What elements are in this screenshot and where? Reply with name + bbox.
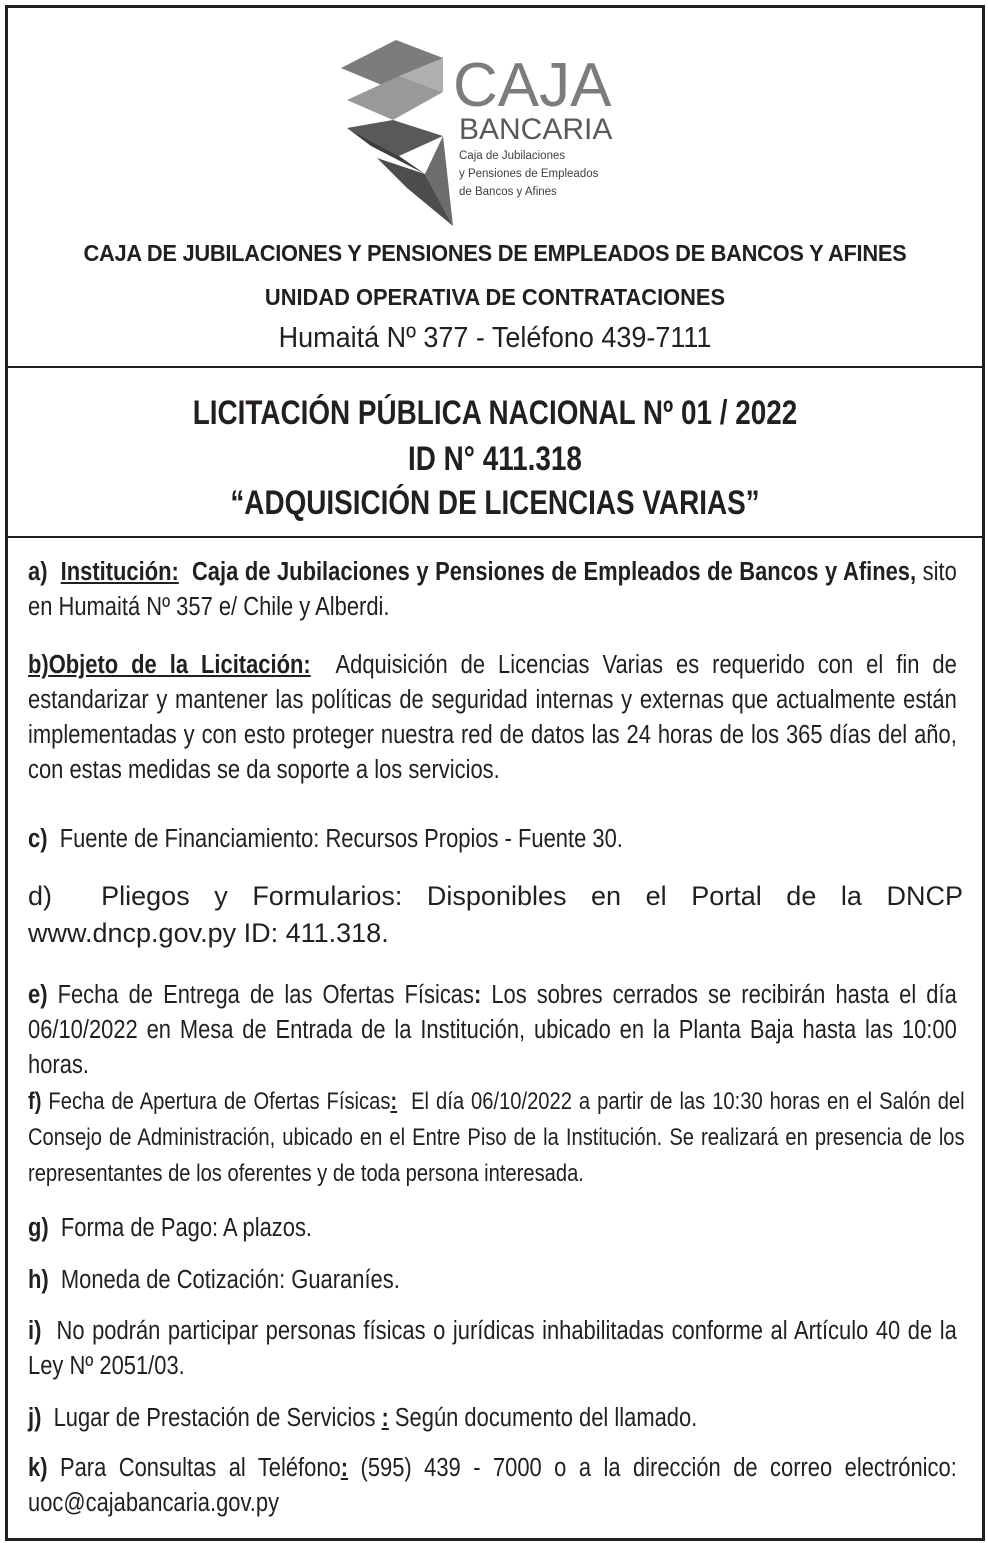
tender-title: LICITACIÓN PÚBLICA NACIONAL Nº 01 / 2022 — [192, 394, 798, 432]
tender-id: ID N° 411.318 — [408, 440, 582, 478]
item-k-text: (595) 439 - 7000 o a la dirección de correo electrónico: uoc@cajabancaria.gov.py — [28, 1454, 957, 1517]
item-h: h) Moneda de Cotización: Guaraníes. — [28, 1266, 400, 1294]
item-h-text: Moneda de Cotización: Guaraníes. — [60, 1266, 400, 1294]
item-e: e) Fecha de Entrega de las Ofertas Físicas: Los sobres cerrados se recibirán hasta el día 06/10/2022 en Mesa de Entrada de la Institución, ubicado en la Planta Baja hasta las 10:00 horas. — [28, 981, 957, 1079]
logo-sub: BANCARIA — [459, 113, 613, 146]
caja-bancaria-logo — [341, 28, 631, 233]
notice-frame — [5, 5, 985, 1541]
item-c-text: Fuente de Financiamiento: Recursos Propios - Fuente 30. — [59, 825, 623, 853]
item-e-label: Fecha de Entrega de las Ofertas Físicas — [57, 981, 474, 1009]
header-section — [8, 8, 982, 368]
logo-tagline-3: de Bancos y Afines — [459, 186, 557, 198]
item-g: g) Forma de Pago: A plazos. — [28, 1214, 313, 1242]
unit-name: UNIDAD OPERATIVA DE CONTRATACIONES — [264, 284, 726, 310]
tender-subject: “ADQUISICIÓN DE LICENCIAS VARIAS” — [230, 484, 760, 522]
item-a-label: Institución: — [60, 558, 179, 586]
item-e-text: Los sobres cerrados se recibirán hasta el día 06/10/2022 en Mesa de Entrada de la Institución, ubicado en la Planta Baja hasta las 10:00 horas. — [28, 981, 957, 1079]
item-f-text: El día 06/10/2022 a partir de las 10:30 horas en el Salón del Consejo de Administración, ubicado en el Entre Piso de la Institución. Se realizará en presencia de los representantes de los oferentes y de toda persona interesada. — [28, 1088, 965, 1187]
item-c: c) Fuente de Financiamiento: Recursos Propios - Fuente 30. — [28, 825, 623, 853]
logo-tagline-2: y Pensiones de Empleados — [459, 168, 599, 180]
item-a: a) Institución: Caja de Jubilaciones y Pensiones de Empleados de Bancos y Afines, sito en Humaitá Nº 357 e/ Chile y Alberdi. — [28, 558, 957, 621]
item-b-label: Objeto de la Licitación: — [48, 651, 311, 679]
item-i-text: No podrán participar personas físicas o jurídicas inhabilitadas conforme al Artículo 40 de la Ley Nº 2051/03. — [28, 1317, 957, 1380]
item-a-institution: Caja de Jubilaciones y Pensiones de Empleados de Bancos y Afines, — [191, 558, 917, 586]
item-j: j) Lugar de Prestación de Servicios : Según documento del llamado. — [28, 1404, 698, 1432]
address-phone: Humaitá Nº 377 - Teléfono 439-7111 — [278, 322, 712, 354]
item-b-text: Adquisición de Licencias Varias es requerido con el fin de estandarizar y mantener las políticas de seguridad internas y externas que actualmente están implementadas y con esto proteger nuestra red de datos las 24 horas de los 365 días del año, con estas medidas se da soporte a los servicios. — [28, 651, 957, 784]
item-f: f) Fecha de Apertura de Ofertas Físicas: El día 06/10/2022 a partir de las 10:30 horas en el Salón del Consejo de Administración, ubicado en el Entre Piso de la Institución. Se realizará en presencia de los representantes de los oferentes y de toda persona interesada. — [28, 1088, 965, 1187]
item-g-text: Forma de Pago: A plazos. — [60, 1214, 313, 1242]
item-d: d) Pliegos y Formularios: Disponibles en el Portal de la DNCP www.dncp.gov.py ID: 411.318. — [28, 881, 963, 948]
item-b: b)Objeto de la Licitación: Adquisición de Licencias Varias es requerido con el fin de estandarizar y mantener las políticas de seguridad internas y externas que actualmente están implementadas y con esto proteger nuestra red de datos las 24 horas de los 365 días del año, con estas medidas se da soporte a los servicios. — [28, 651, 957, 784]
item-j-label: Lugar de Prestación de Servicios — [53, 1404, 376, 1432]
item-k-label: Para Consultas al Teléfono — [59, 1454, 341, 1482]
institution-name: CAJA DE JUBILACIONES Y PENSIONES DE EMPLEADOS DE BANCOS Y AFINES — [83, 240, 907, 266]
item-i: i) No podrán participar personas físicas o jurídicas inhabilitadas conforme al Artículo 40 de la Ley Nº 2051/03. — [28, 1317, 957, 1380]
item-j-text: Según documento del llamado. — [394, 1404, 698, 1432]
item-a-text: sito en Humaitá Nº 357 e/ Chile y Alberdi. — [28, 558, 957, 621]
item-f-label: Fecha de Apertura de Ofertas Físicas — [48, 1088, 391, 1115]
item-k: k) Para Consultas al Teléfono: (595) 439 - 7000 o a la dirección de correo electrónico: uoc@cajabancaria.gov.py — [28, 1454, 957, 1517]
title-section — [8, 368, 982, 538]
item-d-text: Pliegos y Formularios: Disponibles en el Portal de la DNCP www.dncp.gov.py ID: 411.318. — [28, 881, 963, 948]
logo-name: CAJA — [453, 51, 612, 120]
logo-tagline-1: Caja de Jubilaciones — [459, 150, 566, 162]
